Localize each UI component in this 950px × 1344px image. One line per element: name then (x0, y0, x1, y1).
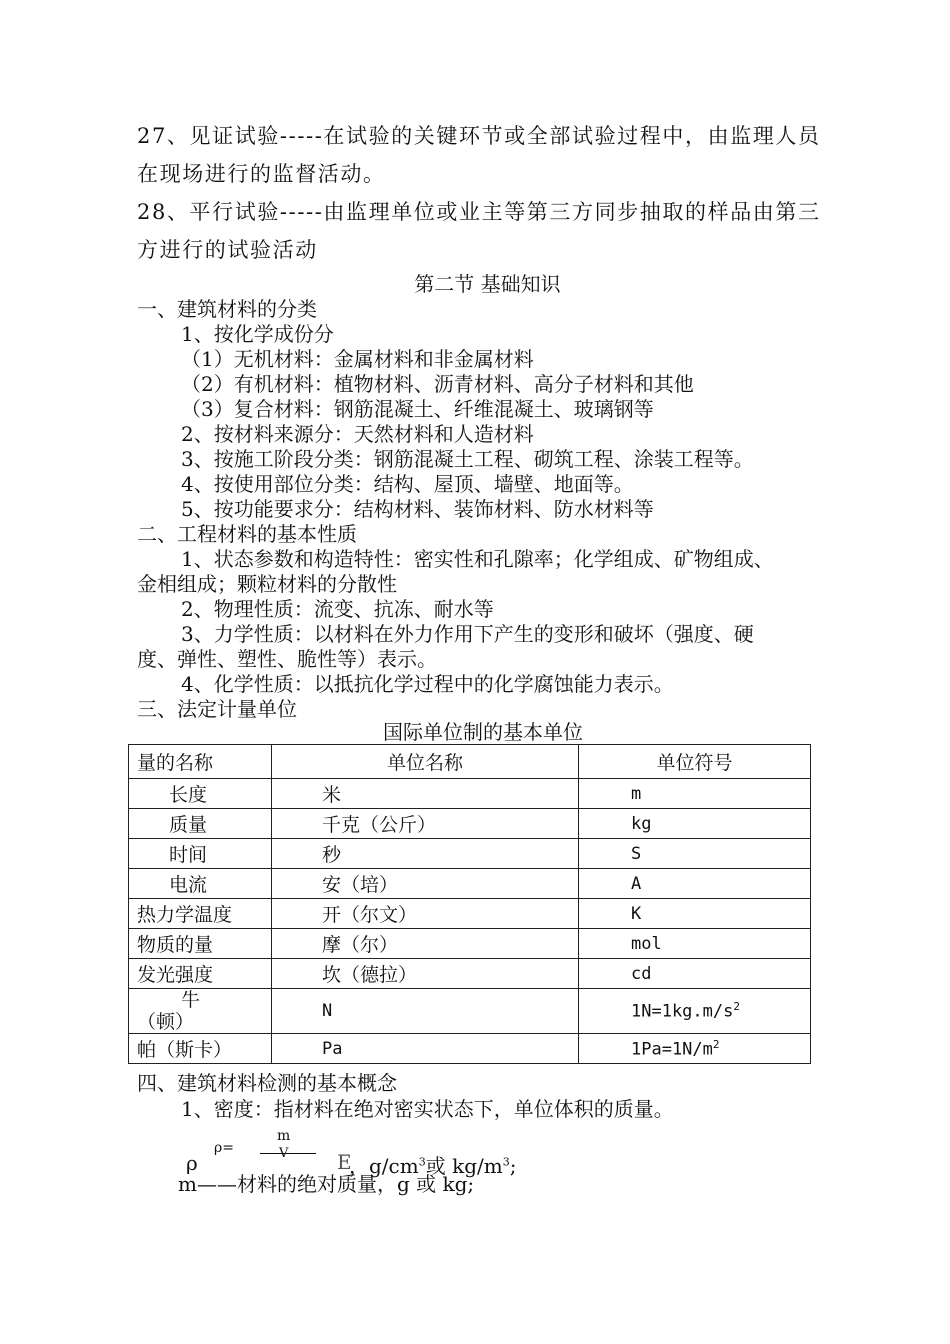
superscript: 3 (418, 1155, 426, 1169)
cell-quantity: 时间 (129, 839, 272, 869)
s2-item2: 2、物理性质：流变、抗冻、耐水等 (181, 597, 494, 621)
cell-unit-symbol: S (579, 839, 811, 869)
para-28-line2: 方进行的试验活动 (137, 238, 318, 262)
cell-quantity-line1: 牛 (181, 989, 201, 1011)
para-28-line1: 28、平行试验-----由监理单位或业主等第三方同步抽取的样品由第三 (137, 200, 821, 224)
s2-item1-line1: 1、状态参数和构造特性：密实性和孔隙率；化学组成、矿物组成、 (181, 547, 774, 571)
s1-item: 1、按化学成份分 (181, 322, 334, 346)
cell-unit-name: 秒 (272, 839, 579, 869)
s2-item4: 4、化学性质：以抵抗化学过程中的化学腐蚀能力表示。 (181, 672, 674, 696)
m-definition: m——材料的绝对质量，g 或 kg; (178, 1172, 475, 1196)
s4-heading: 四、建筑材料检测的基本概念 (137, 1071, 397, 1095)
cell-quantity: 热力学温度 (129, 899, 272, 929)
unit-text-mid: 或 kg/m (425, 1154, 503, 1178)
formula-rho-eq: ρ= (214, 1140, 234, 1156)
s1-item: （1）无机材料：金属材料和非金属材料 (181, 347, 534, 371)
table-row (129, 809, 811, 839)
formula-numerator: m (277, 1128, 291, 1144)
cell-unit-symbol (579, 1034, 811, 1064)
symbol-text: 1N=1kg.m/s (631, 1001, 734, 1022)
s2-item3-line1: 3、力学性质：以材料在外力作用下产生的变形和破坏（强度、硬 (181, 622, 754, 646)
table-caption: 国际单位制的基本单位 (383, 720, 583, 744)
header-unit-name: 单位名称 (272, 745, 579, 779)
s2-item1-line2: 金相组成；颗粒材料的分散性 (137, 572, 397, 596)
para-27-line2: 在现场进行的监督活动。 (137, 162, 386, 186)
cell-unit-symbol (579, 989, 811, 1034)
cell-quantity-line2: （顿） (137, 1011, 195, 1033)
s1-item: 2、按材料来源分：天然材料和人造材料 (181, 422, 534, 446)
s1-item: 4、按使用部位分类：结构、屋顶、墙壁、地面等。 (181, 472, 634, 496)
superscript: 2 (733, 1000, 740, 1014)
cell-unit-symbol: K (579, 899, 811, 929)
cell-unit-name: 摩（尔） (272, 929, 579, 959)
table-row (129, 959, 811, 989)
table-row (129, 929, 811, 959)
s1-item: 3、按施工阶段分类：钢筋混凝土工程、砌筑工程、涂装工程等。 (181, 447, 754, 471)
unit-text-end: ; (509, 1154, 517, 1178)
s2-heading: 二、工程材料的基本性质 (137, 522, 357, 546)
unit-text-a: ，g/cm (349, 1154, 419, 1178)
cell-unit-symbol: m (579, 779, 811, 809)
cell-unit-name: Pa (272, 1034, 579, 1064)
cell-unit-symbol: cd (579, 959, 811, 989)
cell-quantity: 帕（斯卡） (129, 1034, 272, 1064)
cell-unit-symbol: A (579, 869, 811, 899)
para-27-line1: 27、见证试验-----在试验的关键环节或全部试验过程中，由监理人员 (137, 124, 821, 148)
cell-quantity (129, 989, 272, 1034)
table-row (129, 899, 811, 929)
cell-unit-name: 坎（德拉） (272, 959, 579, 989)
cell-quantity: 长度 (129, 779, 272, 809)
s1-item: 5、按功能要求分：结构材料、装饰材料、防水材料等 (181, 497, 654, 521)
table-row (129, 869, 811, 899)
cell-unit-symbol: kg (579, 809, 811, 839)
cell-unit-name: 米 (272, 779, 579, 809)
cell-unit-name: 开（尔文） (272, 899, 579, 929)
si-units-table (128, 744, 811, 1064)
s1-item: （2）有机材料：植物材料、沥青材料、高分子材料和其他 (181, 372, 694, 396)
formula-rho: ρ (186, 1151, 198, 1175)
s1-heading: 一、建筑材料的分类 (137, 297, 317, 321)
formula-denominator: V (279, 1146, 289, 1161)
table-row (129, 1034, 811, 1064)
superscript: 3 (502, 1155, 510, 1169)
superscript: 2 (712, 1037, 720, 1051)
cell-unit-name: N (272, 989, 579, 1034)
cell-quantity: 发光强度 (129, 959, 272, 989)
table-row (129, 839, 811, 869)
s4-item1: 1、密度：指材料在绝对密实状态下，单位体积的质量。 (181, 1097, 674, 1121)
header-quantity: 量的名称 (129, 745, 272, 779)
header-unit-symbol: 单位符号 (579, 745, 811, 779)
s2-item3-line2: 度、弹性、塑性、脆性等）表示。 (137, 647, 437, 671)
symbol-text: 1Pa=1N/m (631, 1039, 713, 1060)
table-header-row (129, 745, 811, 779)
cell-unit-symbol: mol (579, 929, 811, 959)
s3-heading: 三、法定计量单位 (137, 697, 297, 721)
table-row (129, 989, 811, 1034)
cell-quantity: 电流 (129, 869, 272, 899)
cell-unit-name: 千克（公斤） (272, 809, 579, 839)
cell-unit-name: 安（培） (272, 869, 579, 899)
table-row (129, 779, 811, 809)
section-title: 第二节 基础知识 (414, 272, 561, 296)
cell-quantity: 物质的量 (129, 929, 272, 959)
formula-partial-char: E (337, 1150, 352, 1174)
s1-item: （3）复合材料：钢筋混凝土、纤维混凝土、玻璃钢等 (181, 397, 654, 421)
cell-quantity: 质量 (129, 809, 272, 839)
